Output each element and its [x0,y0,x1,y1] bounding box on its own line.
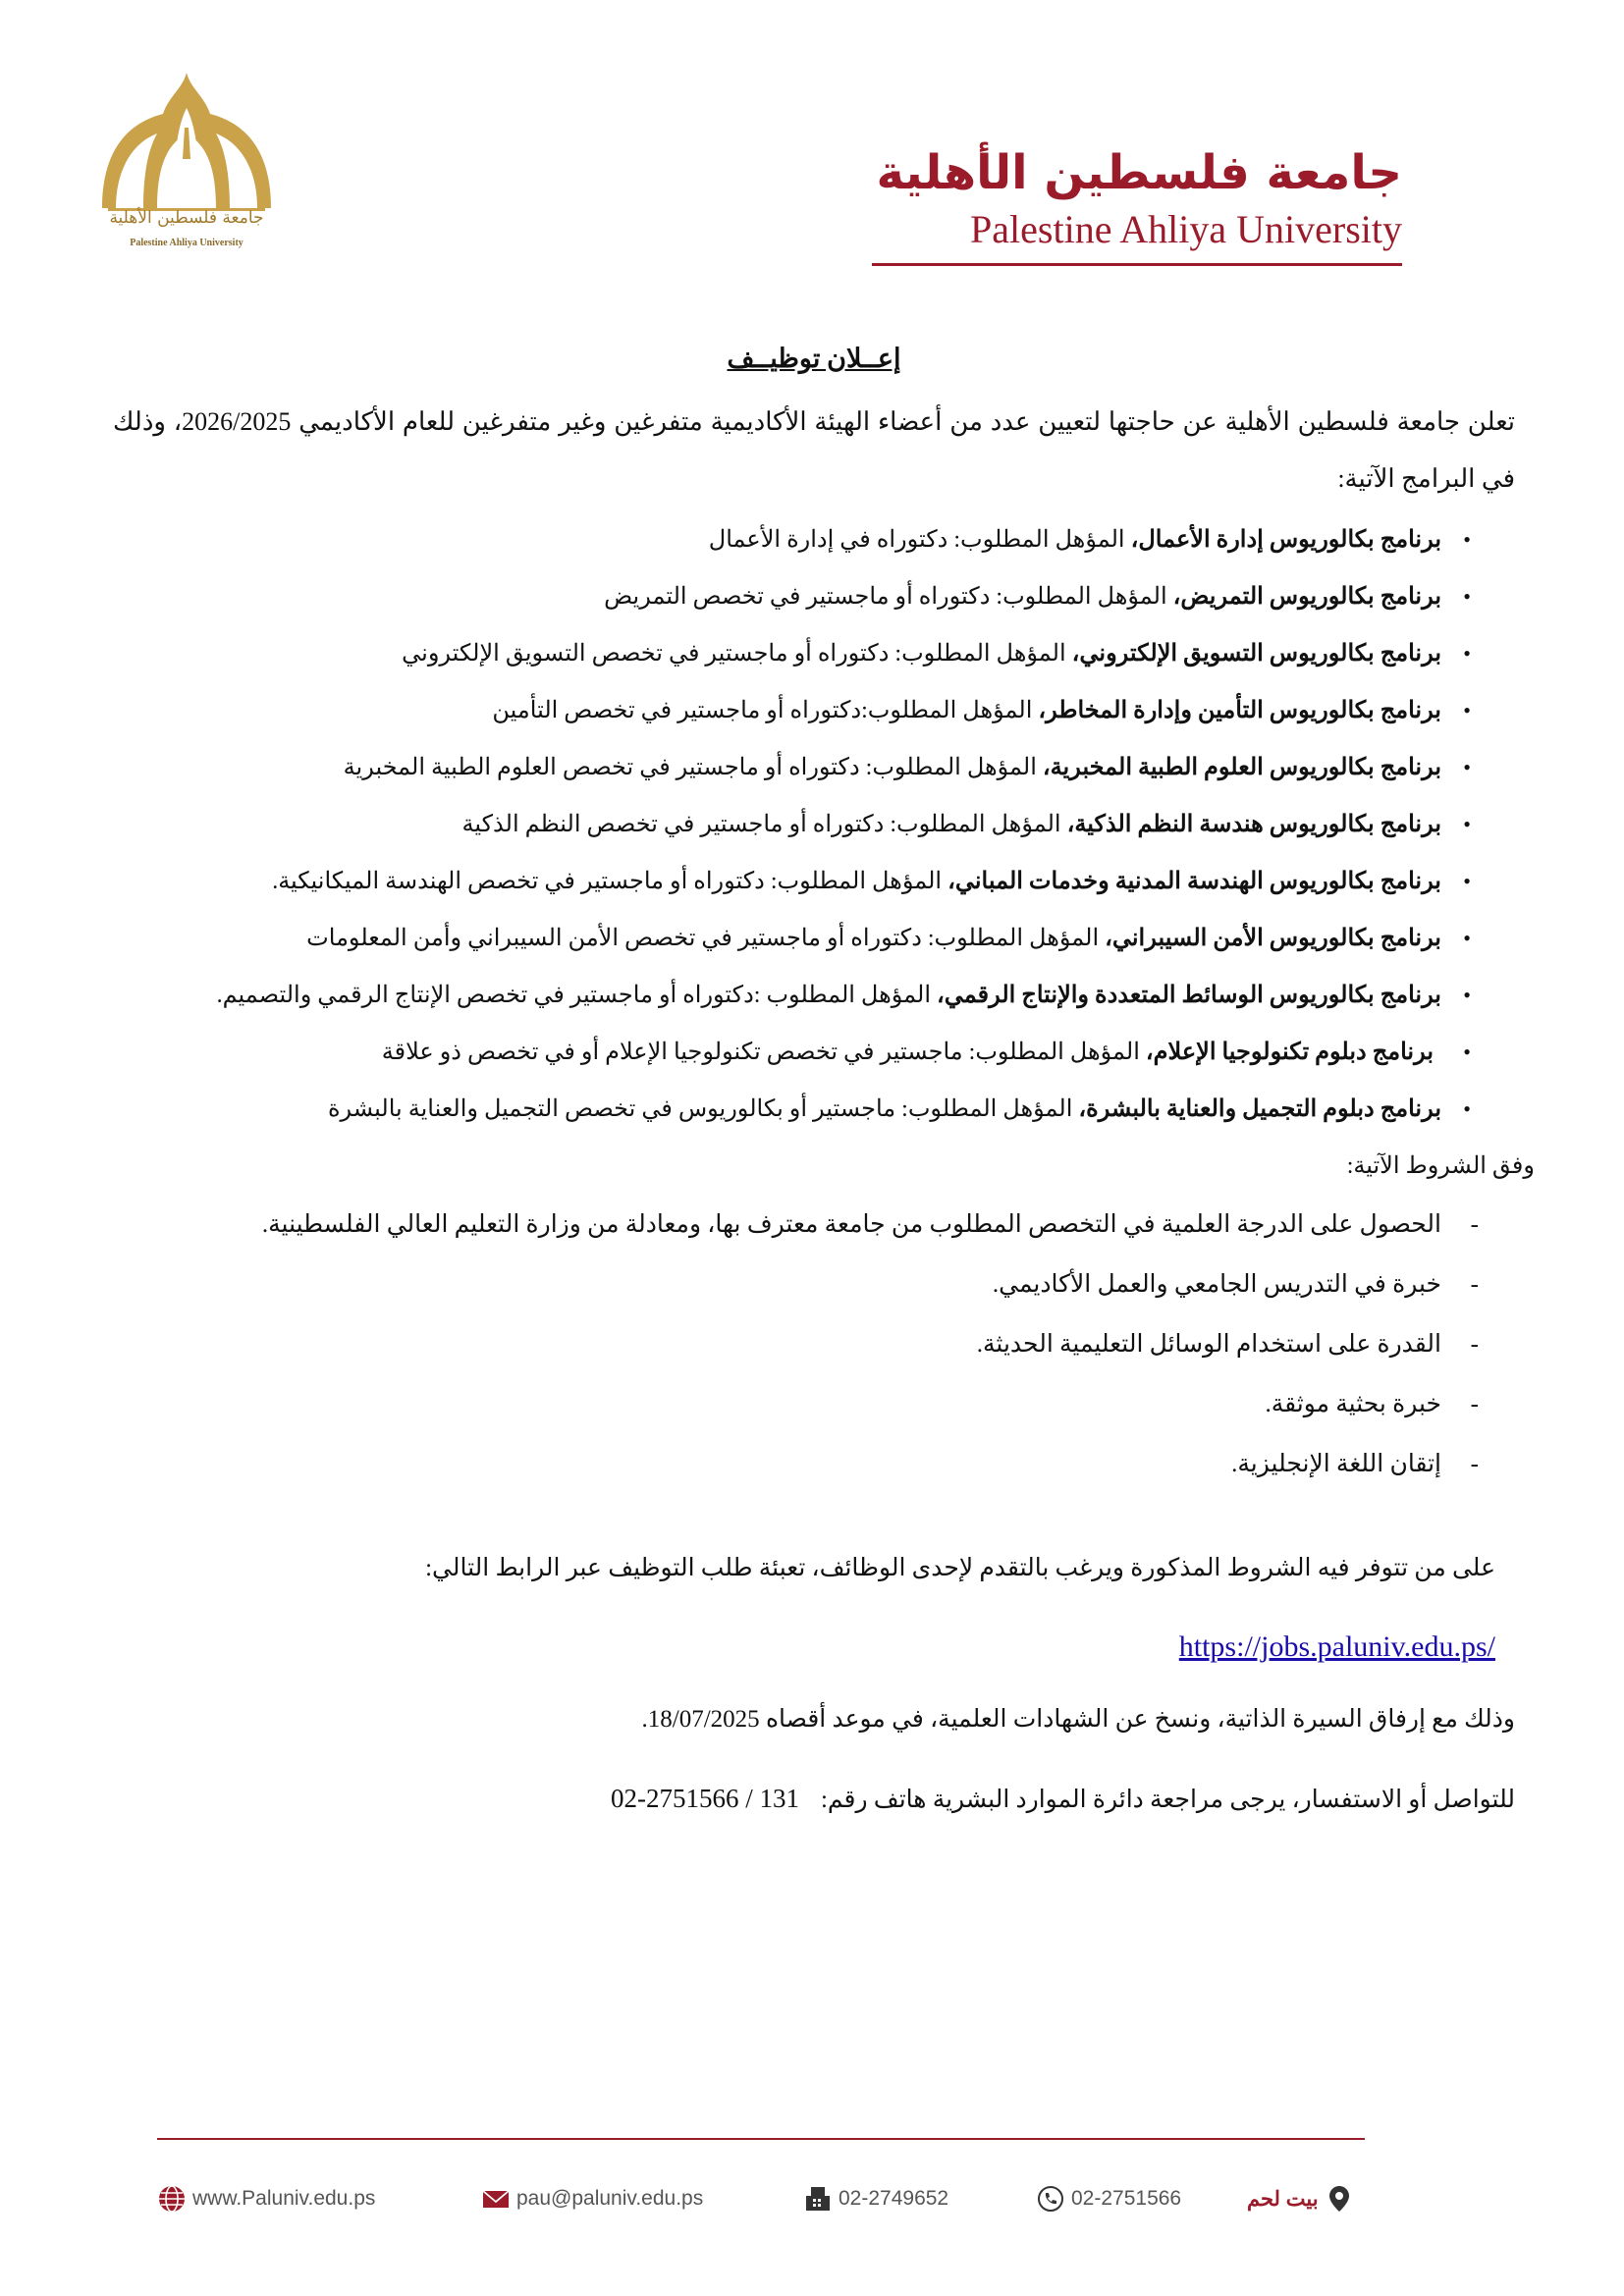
program-name: برنامج بكالوريوس التسويق الإلكتروني، [1071,641,1441,667]
program-item [113,739,1441,796]
footer-phone [1036,2184,1181,2214]
program-name: برنامج بكالوريوس الأمن السيبراني، [1105,926,1441,951]
program-requirement: المؤهل المطلوب: ماجستير أو بكالوريوس في تخصص التجميل والعناية بالبشرة [327,1096,1079,1122]
programs-list [113,511,1515,1138]
program-name: برنامج بكالوريوس الهندسة المدنية وخدمات المباني، [947,869,1441,894]
program-item [113,796,1441,853]
fax-icon [803,2184,833,2214]
program-name: برنامج بكالوريوس هندسة النظم الذكية، [1066,812,1441,837]
dome-logo-icon [88,69,285,216]
program-item [113,967,1441,1024]
condition-item: - خبرة في التدريس الجامعي والعمل الأكاديمي. [113,1255,1441,1314]
program-requirement: المؤهل المطلوب: دكتوراه أو ماجستير في تخصص الأمن السيبراني وأمن المعلومات [306,926,1106,951]
contact-number: 02-2751566 / 131 [610,1784,799,1813]
location-pin-icon [1325,2184,1354,2214]
program-requirement: المؤهل المطلوب: دكتوراه أو ماجستير في تخصص العلوم الطبية المخبرية [343,755,1043,780]
program-name: برنامج دبلوم تكنولوجيا الإعلام، [1145,1040,1434,1065]
footer-location [1247,2184,1354,2214]
program-item [113,511,1441,568]
program-requirement: المؤهل المطلوب: ماجستير في تخصص تكنولوجيا الإعلام أو في تخصص ذو علاقة [381,1040,1146,1065]
globe-icon [157,2184,187,2214]
program-requirement: المؤهل المطلوب: دكتوراه أو ماجستير في تخصص التمريض [604,584,1173,610]
program-item [113,1081,1441,1138]
jobs-portal-link[interactable]: https://jobs.paluniv.edu.ps/ [1178,1630,1495,1663]
envelope-icon [481,2184,511,2214]
footer [157,2184,1375,2223]
contact-text: للتواصل أو الاستفسار، يرجى مراجعة دائرة الموارد البشرية هاتف رقم: [820,1787,1515,1813]
contact-line [113,1779,1515,1820]
condition-item: - القدرة على استخدام الوسائل التعليمية الحديثة. [113,1314,1441,1374]
letterhead [0,0,1624,294]
program-item [113,853,1441,910]
conditions-heading: وفق الشروط الآتية: [1346,1153,1535,1179]
program-item [113,625,1441,682]
program-requirement: المؤهل المطلوب:دكتوراه أو ماجستير في تخصص التأمين [492,698,1039,723]
university-name-arabic: جامعة فلسطين الأهلية [876,145,1402,200]
condition-item: - إتقان اللغة الإنجليزية. [113,1434,1441,1494]
phone-text: 02-2751566 [1071,2187,1182,2210]
university-name-english: Palestine Ahliya University [970,207,1402,251]
program-name: برنامج بكالوريوس الوسائط المتعددة والإنتاج الرقمي، [937,983,1441,1008]
program-requirement: المؤهل المطلوب: دكتوراه أو ماجستير في تخصص الهندسة الميكانيكية. [272,869,948,894]
program-requirement: المؤهل المطلوب: دكتوراه أو ماجستير في تخصص النظم الذكية [461,812,1067,837]
fax-text: 02-2749652 [839,2187,949,2210]
program-item [113,568,1441,625]
condition-item: - خبرة بحثية موثقة. [113,1374,1441,1434]
program-item [113,910,1441,967]
email-text: pau@paluniv.edu.ps [516,2187,704,2210]
intro-paragraph: تعلن جامعة فلسطين الأهلية عن حاجتها لتعيين عدد من أعضاء الهيئة الأكاديمية متفرغين وغير متفرغين للعام الأكاديمي 2026/2025، وذلك في البرامج الآتية: [113,407,1515,493]
footer-email[interactable] [481,2184,703,2214]
website-text: www.Paluniv.edu.ps [192,2187,376,2210]
program-item [113,682,1441,739]
apply-instructions: على من تتوفر فيه الشروط المذكورة ويرغب بالتقدم لإحدى الوظائف، تعبئة طلب التوظيف عبر الرابط التالي: [425,1555,1495,1581]
footer-fax [803,2184,948,2214]
attachment-deadline: وذلك مع إرفاق السيرة الذاتية، ونسخ عن الشهادات العلمية، في موعد أقصاه 18/07/2025. [641,1706,1515,1733]
program-item [113,1024,1441,1081]
announcement-body [113,344,1535,1820]
program-requirement: المؤهل المطلوب: دكتوراه في إدارة الأعمال [708,527,1131,553]
program-requirement: المؤهل المطلوب :دكتوراه أو ماجستير في تخصص الإنتاج الرقمي والتصميم. [216,983,938,1008]
program-name: برنامج بكالوريوس العلوم الطبية المخبرية، [1042,755,1441,780]
program-name: برنامج بكالوريوس إدارة الأعمال، [1130,527,1441,553]
program-name: برنامج بكالوريوس التأمين وإدارة المخاطر، [1038,698,1441,723]
conditions-list [113,1195,1515,1494]
header-divider [872,263,1402,266]
program-requirement: المؤهل المطلوب: دكتوراه أو ماجستير في تخصص التسويق الإلكتروني [402,641,1072,667]
emblem-arabic-name: جامعة فلسطين الأهلية [109,208,264,228]
condition-item: - الحصول على الدرجة العلمية في التخصص المطلوب من جامعة معترف بها، ومعادلة من وزارة التعليم العالي الفلسطينية. [113,1195,1441,1255]
footer-website[interactable] [157,2184,375,2214]
phone-icon [1036,2184,1065,2214]
footer-divider [157,2138,1365,2140]
university-logo [88,69,285,265]
program-name: برنامج دبلوم التجميل والعناية بالبشرة، [1078,1096,1441,1122]
location-text: بيت لحم [1247,2187,1319,2211]
announcement-title: إعــلان توظيــف [727,344,901,373]
program-name: برنامج بكالوريوس التمريض، [1172,584,1441,610]
emblem-english-name: Palestine Ahliya University [130,238,244,248]
